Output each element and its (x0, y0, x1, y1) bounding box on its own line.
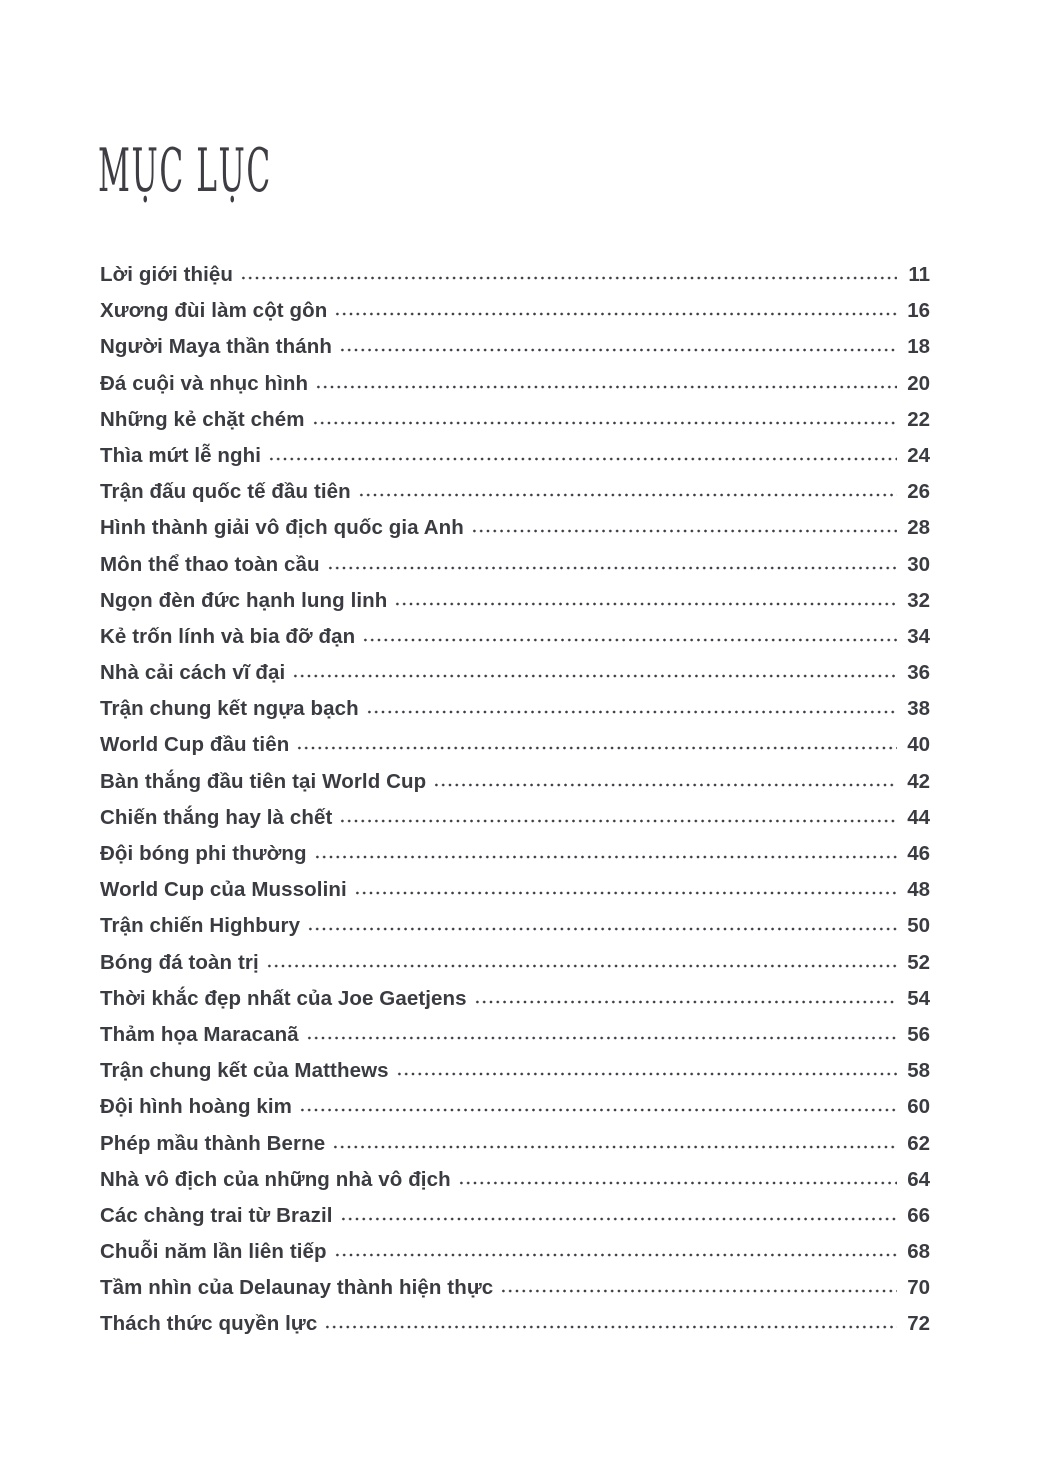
toc-row (100, 480, 930, 516)
dot-leader (315, 384, 897, 390)
toc-entry-label: Phép mầu thành Berne (100, 1131, 326, 1155)
dot-leader (292, 673, 897, 679)
page-number: 46 (907, 842, 930, 865)
dot-leader (340, 1216, 897, 1222)
toc-entry-label: Nhà vô địch của những nhà vô địch (100, 1167, 451, 1191)
page-number: 32 (907, 588, 930, 612)
page-number: 20 (907, 371, 930, 395)
toc-entry-label: Chuỗi năm lần liên tiếp (100, 1240, 327, 1264)
dot-leader (500, 1288, 897, 1294)
toc-entry-label: Ngọn đèn đức hạnh lung linh (100, 588, 388, 612)
toc-entry-label: Đội bóng phi thường (100, 842, 307, 865)
toc-entry-label: Thời khắc đẹp nhất của Joe Gaetjens (100, 986, 467, 1010)
page-number: 54 (907, 986, 930, 1010)
dot-leader (354, 890, 897, 896)
dot-leader (458, 1180, 897, 1186)
toc-row (100, 1276, 930, 1312)
toc-row (100, 408, 930, 444)
toc-row (100, 263, 930, 299)
dot-leader (362, 637, 897, 643)
dot-leader (299, 1107, 897, 1113)
dot-leader (266, 963, 897, 969)
dot-leader (306, 1035, 897, 1041)
page-number: 28 (907, 516, 930, 540)
dot-leader (396, 1071, 897, 1077)
toc-row (100, 625, 930, 661)
toc-entry-label: Thảm họa Maracanã (100, 1022, 299, 1046)
page-number: 62 (907, 1131, 930, 1155)
dot-leader (312, 420, 897, 426)
toc-row (100, 335, 930, 371)
page-number: 48 (907, 878, 930, 902)
toc-row (100, 1168, 930, 1204)
toc-entry-label: World Cup của Mussolini (100, 878, 347, 902)
toc-row (100, 914, 930, 950)
toc-row (100, 1095, 930, 1131)
page-number: 38 (907, 697, 930, 721)
dot-leader (324, 1324, 897, 1330)
toc-entry-label: Kẻ trốn lính và bia đỡ đạn (100, 624, 356, 648)
toc-row (100, 444, 930, 480)
page-number: 22 (907, 407, 930, 431)
page-number: 11 (908, 263, 930, 286)
toc-entry-label: Nhà cải cách vĩ đại (100, 661, 286, 685)
toc-row (100, 299, 930, 335)
toc-entry-label: Những kẻ chặt chém (100, 407, 305, 431)
page-number: 50 (907, 914, 930, 938)
toc-entry-label: Thách thức quyền lực (100, 1312, 318, 1336)
page-number: 44 (907, 805, 930, 829)
toc-entry-label: Tầm nhìn của Delaunay thành hiện thực (100, 1276, 494, 1300)
toc-entry-label: Trận chiến Highbury (100, 914, 301, 938)
dot-leader (358, 492, 897, 498)
dot-leader (394, 601, 897, 607)
toc-entry-label: Trận đấu quốc tế đầu tiên (100, 480, 351, 504)
page-number: 52 (907, 950, 930, 974)
toc-row (100, 806, 930, 842)
dot-leader (334, 311, 897, 317)
toc-entry-label: Đá cuội và nhục hình (100, 371, 309, 395)
toc-entry-label: Bóng đá toàn trị (100, 950, 259, 974)
page-number: 66 (907, 1203, 930, 1227)
toc-row (100, 770, 930, 806)
dot-leader (268, 456, 897, 462)
page-number: 40 (907, 733, 930, 757)
dot-leader (471, 528, 897, 534)
toc-row (100, 661, 930, 697)
dot-leader (339, 347, 897, 353)
dot-leader (307, 926, 897, 932)
toc-row (100, 987, 930, 1023)
page-number: 16 (907, 299, 930, 323)
page-number: 36 (907, 661, 930, 685)
toc-entry-label: World Cup đầu tiên (100, 733, 290, 757)
toc-row (100, 878, 930, 914)
page-number: 70 (907, 1276, 930, 1300)
dot-leader (240, 275, 897, 281)
toc-row (100, 1059, 930, 1095)
dot-leader (296, 745, 897, 751)
toc-list (100, 263, 930, 1349)
toc-entry-label: Bàn thắng đầu tiên tại World Cup (100, 769, 427, 793)
page-number: 68 (907, 1240, 930, 1264)
page-number: 18 (907, 335, 930, 359)
dot-leader (366, 709, 897, 715)
page-title: MỤC LỤC (98, 136, 272, 206)
page-number: 64 (907, 1167, 930, 1191)
toc-row (100, 733, 930, 769)
dot-leader (314, 854, 897, 860)
page-number: 24 (907, 443, 930, 467)
toc-row (100, 842, 930, 878)
page-number: 72 (907, 1312, 930, 1336)
toc-row (100, 516, 930, 552)
toc-entry-label: Các chàng trai từ Brazil (100, 1203, 333, 1227)
toc-row (100, 697, 930, 733)
toc-entry-label: Thìa mứt lễ nghi (100, 443, 262, 467)
page-number: 56 (907, 1022, 930, 1046)
toc-entry-label: Trận chung kết ngựa bạch (100, 697, 359, 721)
toc-entry-label: Đội hình hoàng kim (100, 1095, 292, 1119)
dot-leader (474, 999, 897, 1005)
toc-row (100, 1132, 930, 1168)
dot-leader (334, 1252, 897, 1258)
toc-row (100, 951, 930, 987)
dot-leader (327, 565, 897, 571)
toc-entry-label: Trận chung kết của Matthews (100, 1059, 389, 1083)
toc-entry-label: Người Maya thần thánh (100, 335, 332, 359)
toc-row (100, 1240, 930, 1276)
toc-row (100, 1312, 930, 1348)
toc-row (100, 553, 930, 589)
dot-leader (332, 1144, 897, 1150)
toc-entry-label: Lời giới thiệu (100, 263, 234, 286)
page-number: 60 (907, 1095, 930, 1119)
toc-entry-label: Môn thể thao toàn cầu (100, 552, 320, 576)
dot-leader (433, 782, 897, 788)
page-number: 26 (907, 480, 930, 504)
page-number: 58 (907, 1059, 930, 1083)
toc-row (100, 372, 930, 408)
dot-leader (339, 818, 897, 824)
toc-row (100, 1204, 930, 1240)
page-number: 34 (907, 624, 930, 648)
toc-row (100, 1023, 930, 1059)
toc-row (100, 589, 930, 625)
toc-entry-label: Chiến thắng hay là chết (100, 805, 333, 829)
toc-entry-label: Xương đùi làm cột gôn (100, 299, 328, 323)
page-number: 30 (907, 552, 930, 576)
page-number: 42 (907, 769, 930, 793)
toc-entry-label: Hình thành giải vô địch quốc gia Anh (100, 516, 464, 540)
